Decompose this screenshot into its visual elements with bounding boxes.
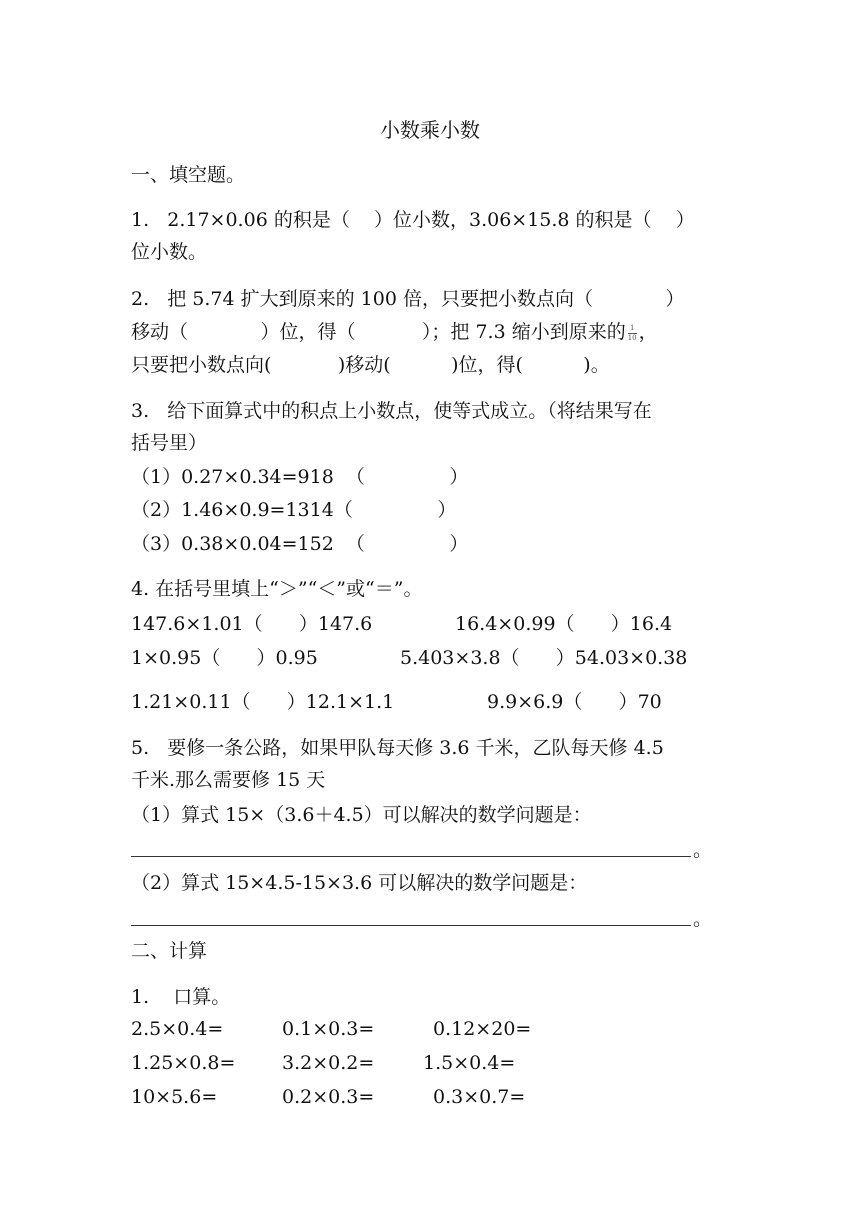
question-2-line-2-text: 移动（ ）位，得（ ）；把 7.3 缩小到原来的 [131, 321, 626, 343]
question-2-line-2 [131, 323, 658, 342]
question-3-line-2: 括号里） [131, 432, 208, 454]
answer-line-1[interactable] [131, 856, 691, 857]
question-3-item-2: （2）1.46×0.9=1314（ ） [131, 499, 457, 521]
calc-item-8: 0.2×0.3= [282, 1086, 375, 1108]
question-3-item-3: （3）0.38×0.04=152 （ ） [131, 533, 469, 555]
question-1-line-1: 1. 2.17×0.06 的积是（ ）位小数，3.06×15.8 的积是（ ） [131, 209, 695, 231]
question-5-sub-2: （2）算式 15×4.5-15×3.6 可以解决的数学问题是： [131, 872, 588, 894]
compare-item-6: 9.9×6.9（ ）70 [487, 691, 662, 713]
question-3-item-1: （1）0.27×0.34=918 （ ） [131, 466, 469, 488]
question-5-line-1: 5. 要修一条公路，如果甲队每天修 3.6 千米，乙队每天修 4.5 [131, 737, 664, 759]
answer-line-2-end: 。 [693, 908, 713, 930]
calc-item-1: 2.5×0.4= [131, 1018, 224, 1040]
question-2-line-1: 2. 把 5.74 扩大到原来的 100 倍，只要把小数点向（ ） [131, 288, 685, 310]
compare-item-4: 5.403×3.8（ ）54.03×0.38 [400, 647, 688, 669]
compare-item-5: 1.21×0.11（ ）12.1×1.1 [131, 691, 395, 713]
page-title: 小数乘小数 [380, 118, 480, 142]
question-5-line-2: 千米.那么需要修 15 天 [131, 769, 326, 791]
question-5-sub-1: （1）算式 15×（3.6＋4.5）可以解决的数学问题是： [131, 804, 592, 826]
compare-item-1: 147.6×1.01（ ）147.6 [131, 613, 373, 635]
answer-line-2[interactable] [131, 925, 691, 926]
calc-item-7: 10×5.6= [131, 1086, 218, 1108]
calc-item-6: 1.5×0.4= [423, 1052, 516, 1074]
compare-item-2: 16.4×0.99（ ）16.4 [455, 613, 673, 635]
question-3-line-1: 3. 给下面算式中的积点上小数点，使等式成立。（将结果写在 [131, 400, 652, 422]
calc-item-2: 0.1×0.3= [282, 1018, 375, 1040]
section-heading-calculate: 二、计算 [131, 940, 208, 962]
question-1-line-2: 位小数。 [131, 241, 208, 263]
calc-item-9: 0.3×0.7= [433, 1086, 526, 1108]
fraction-numerator: 1 [629, 323, 635, 332]
fraction-one-tenth [628, 325, 637, 342]
question-2-line-2-end: ， [638, 321, 658, 343]
calc-question-1-label: 1. 口算。 [131, 986, 231, 1008]
calc-item-5: 3.2×0.2= [282, 1052, 375, 1074]
compare-item-3: 1×0.95（ ）0.95 [131, 647, 318, 669]
fraction-denominator: 10 [627, 333, 637, 342]
answer-line-1-end: 。 [693, 839, 713, 861]
calc-item-3: 0.12×20= [433, 1018, 532, 1040]
section-heading-fill-blank: 一、填空题。 [131, 164, 246, 186]
calc-item-4: 1.25×0.8= [131, 1052, 236, 1074]
question-4-line-1: 4. 在括号里填上“＞”“＜”或“＝”。 [131, 578, 423, 600]
question-2-line-3: 只要把小数点向( )移动( )位，得( )。 [131, 354, 610, 376]
